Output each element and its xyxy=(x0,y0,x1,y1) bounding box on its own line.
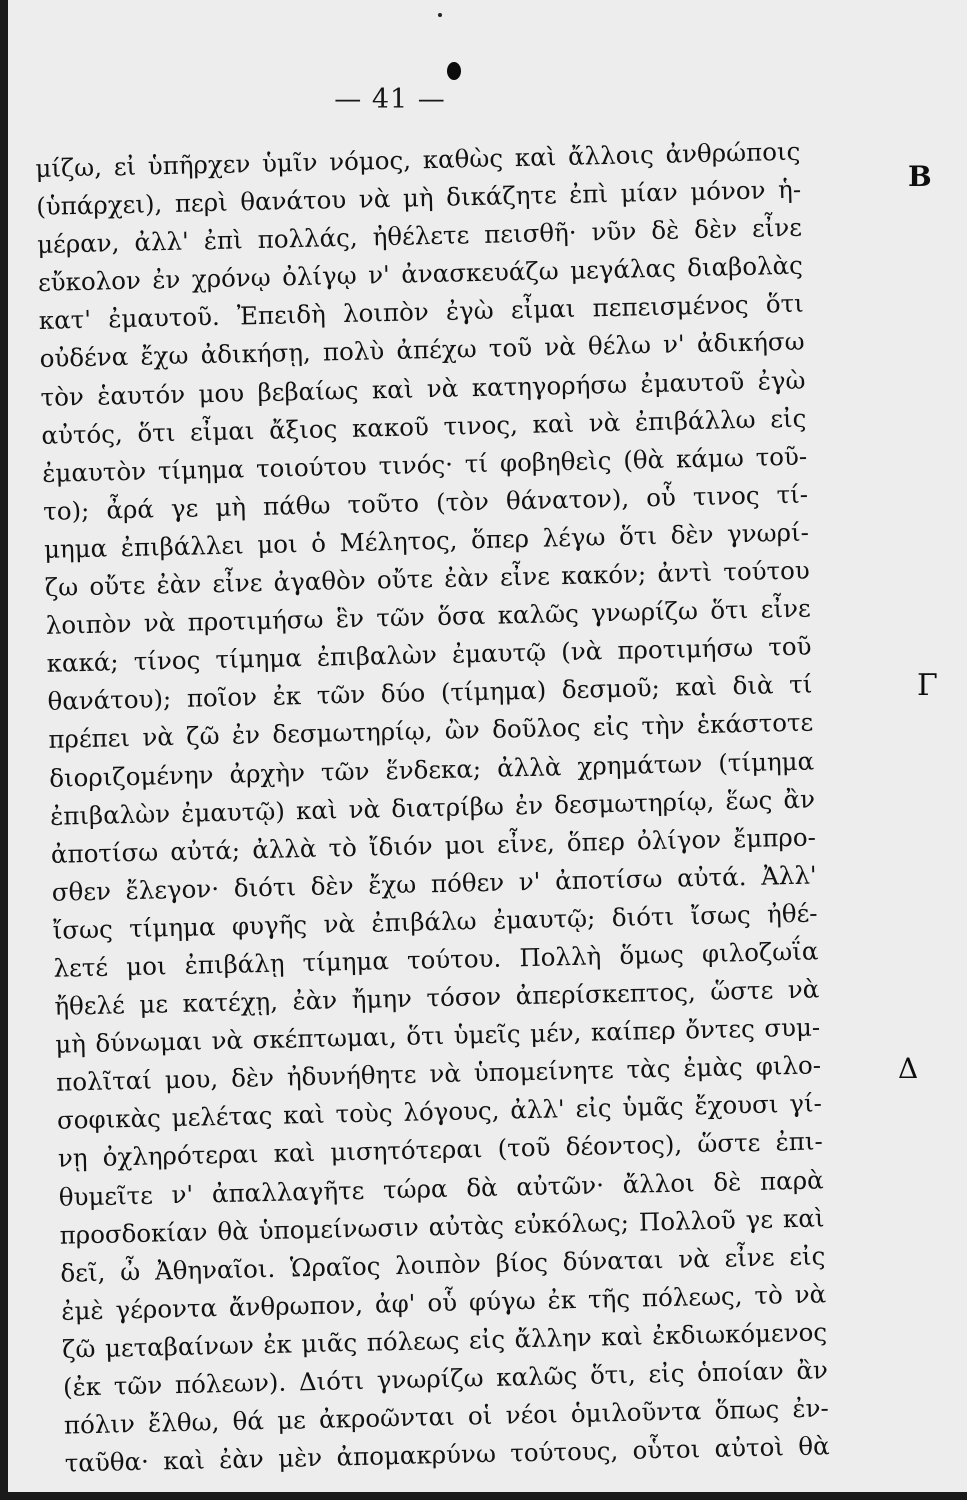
text-line: το); ἆρά γε μὴ πάθω τοῦτο (τὸν θάνατον), οὗ τινος τί- xyxy=(42,479,809,526)
text-line: οὐδένα ἔχω ἀδικήσῃ, πολὺ ἀπέχω τοῦ νὰ θέλω ν' ἀδικήσω xyxy=(39,327,805,374)
text-line: σθεν ἔλεγον· διότι δὲν ἔχω πόθεν ν' ἀποτίσω αὐτά. Ἀλλ' xyxy=(51,860,817,907)
text-line: εὔκολον ἐν χρόνῳ ὀλίγῳ ν' ἀνασκευάζω μεγάλας διαβολὰς xyxy=(37,250,804,298)
text-line: κατ' ἐμαυτοῦ. Ἐπειδὴ λοιπὸν ἐγὼ εἶμαι πεπεισμένος ὅτι xyxy=(38,288,805,336)
margin-marker-g: Γ xyxy=(917,668,938,703)
ink-speck xyxy=(438,13,442,17)
text-line: πρέπει νὰ ζῶ ἐν δεσμωτηρίῳ, ὢν δοῦλος εἰς τὴν ἑκάστοτε xyxy=(48,707,814,755)
text-line: (ἐκ τῶν πόλεων). Διότι γνωρίζω καλῶς ὅτι, εἰς ὁποίαν ἂν xyxy=(62,1355,829,1402)
body-text xyxy=(35,133,830,1483)
text-line: μίζω, εἰ ὑπῆρχεν ὑμῖν νόμος, καθὼς καὶ ἄλλοις ἀνθρώποις xyxy=(35,136,801,183)
text-line: ζω οὔτε ἐὰν εἶνε ἀγαθὸν οὔτε ἐὰν εἶνε κακόν; ἀντὶ τούτου xyxy=(44,555,811,602)
margin-marker-d: Δ xyxy=(898,1052,919,1085)
text-line: τὸν ἑαυτόν μου βεβαίως καὶ νὰ κατηγορήσω ἐμαυτοῦ ἐγὼ xyxy=(40,365,806,412)
text-line: πολῖταί μου, δὲν ἠδυνήθητε νὰ ὑπομείνητε τὰς ἐμὰς φιλο- xyxy=(55,1050,822,1098)
text-line: θυμεῖτε ν' ἀπαλλαγῆτε τώρα δὰ αὐτῶν· ἄλλοι δὲ παρὰ xyxy=(58,1164,824,1212)
text-line: ἴσως τίμημα φυγῆς νὰ ἐπιβάλω ἐμαυτῷ; διότι ἴσως ἠθέ- xyxy=(52,898,818,945)
page-number: — 41 — xyxy=(334,84,446,115)
text-line: θανάτου); ποῖον ἐκ τῶν δύο (τίμημα) δεσμοῦ; καὶ διὰ τί xyxy=(47,669,813,717)
text-line: σοφικὰς μελέτας καὶ τοὺς λόγους, ἀλλ' εἰς ὑμᾶς ἔχουσι γί- xyxy=(56,1088,823,1136)
text-line: ἤθελέ με κατέχῃ, ἐὰν ἤμην τόσον ἀπερίσκεπτος, ὥστε νὰ xyxy=(54,974,820,1021)
margin-marker-b: B xyxy=(908,160,932,193)
ink-blot xyxy=(447,62,461,80)
text-line: πόλιν ἔλθω, θά με ἀκροῶνται οἱ νέοι ὁμιλοῦντα ὅπως ἐν- xyxy=(63,1393,830,1440)
text-line: ἐμαυτὸν τίμημα τοιούτου τινός· τί φοβηθεὶς (θὰ κάμω τοῦ- xyxy=(42,441,808,488)
page-edge-shadow-bottom xyxy=(0,1492,967,1500)
text-line: ἀποτίσω αὐτά; ἀλλὰ τὸ ἴδιόν μοι εἶνε, ὅπερ ὀλίγον ἔμπρο- xyxy=(50,822,817,869)
text-line: ἐμὲ γέροντα ἄνθρωπον, ἀφ' οὗ φύγω ἐκ τῆς πόλεως, τὸ νὰ xyxy=(61,1279,827,1326)
text-line: μὴ δύνωμαι νὰ σκέπτωμαι, ὅτι ὑμεῖς μέν, καίπερ ὄντες συμ- xyxy=(54,1012,821,1059)
text-line: μημα ἐπιβάλλει μοι ὁ Μέλητος, ὅπερ λέγω ὅτι δὲν γνωρί- xyxy=(43,517,810,564)
page-edge-shadow-left xyxy=(0,0,8,1500)
text-line: ἐπιβαλὼν ἐμαυτῷ) καὶ νὰ διατρίβω ἐν δεσμωτηρίῳ, ἕως ἂν xyxy=(49,784,816,831)
text-line: λετέ μοι ἐπιβάλῃ τίμημα τούτου. Πολλὴ ὅμως φιλοζωΐα xyxy=(53,936,819,983)
text-line: διοριζομένην ἀρχὴν τῶν ἕνδεκα; ἀλλὰ χρημάτων (τίμημα xyxy=(48,745,815,793)
text-line: μέραν, ἀλλ' ἐπὶ πολλάς, ἠθέλετε πεισθῆ· νῦν δὲ δὲν εἶνε xyxy=(36,212,803,260)
text-line: νῃ ὀχληρότεραι καὶ μισητότεραι (τοῦ δέοντος), ὥστε ἐπι- xyxy=(57,1126,824,1174)
text-line: προσδοκίαν θὰ ὑπομείνωσιν αὐτὰς εὐκόλως; Πολλοῦ γε καὶ xyxy=(59,1202,825,1250)
text-line: δεῖ, ὦ Ἀθηναῖοι. Ὡραῖος λοιπὸν βίος δύναται νὰ εἶνε εἰς xyxy=(60,1241,826,1288)
text-line: αὐτός, ὅτι εἶμαι ἄξιος κακοῦ τινος, καὶ νὰ ἐπιβάλλω εἰς xyxy=(41,403,807,450)
text-line: (ὑπάρχει), περὶ θανάτου νὰ μὴ δικάζητε ἐπὶ μίαν μόνον ἡ- xyxy=(35,174,802,222)
text-line: λοιπὸν νὰ προτιμήσω ἓν τῶν ὅσα καλῶς γνωρίζω ὅτι εἶνε xyxy=(45,593,811,640)
text-line: ταῦθα· καὶ ἐὰν μὲν ἀπομακρύνω τούτους, οὗτοι αὐτοὶ θὰ xyxy=(64,1431,830,1478)
text-line: κακά; τίνος τίμημα ἐπιβαλὼν ἐμαυτῷ (νὰ προτιμήσω τοῦ xyxy=(46,631,812,679)
text-line: ζῶ μεταβαίνων ἐκ μιᾶς πόλεως εἰς ἄλλην καὶ ἐκδιωκόμενος xyxy=(61,1317,828,1364)
